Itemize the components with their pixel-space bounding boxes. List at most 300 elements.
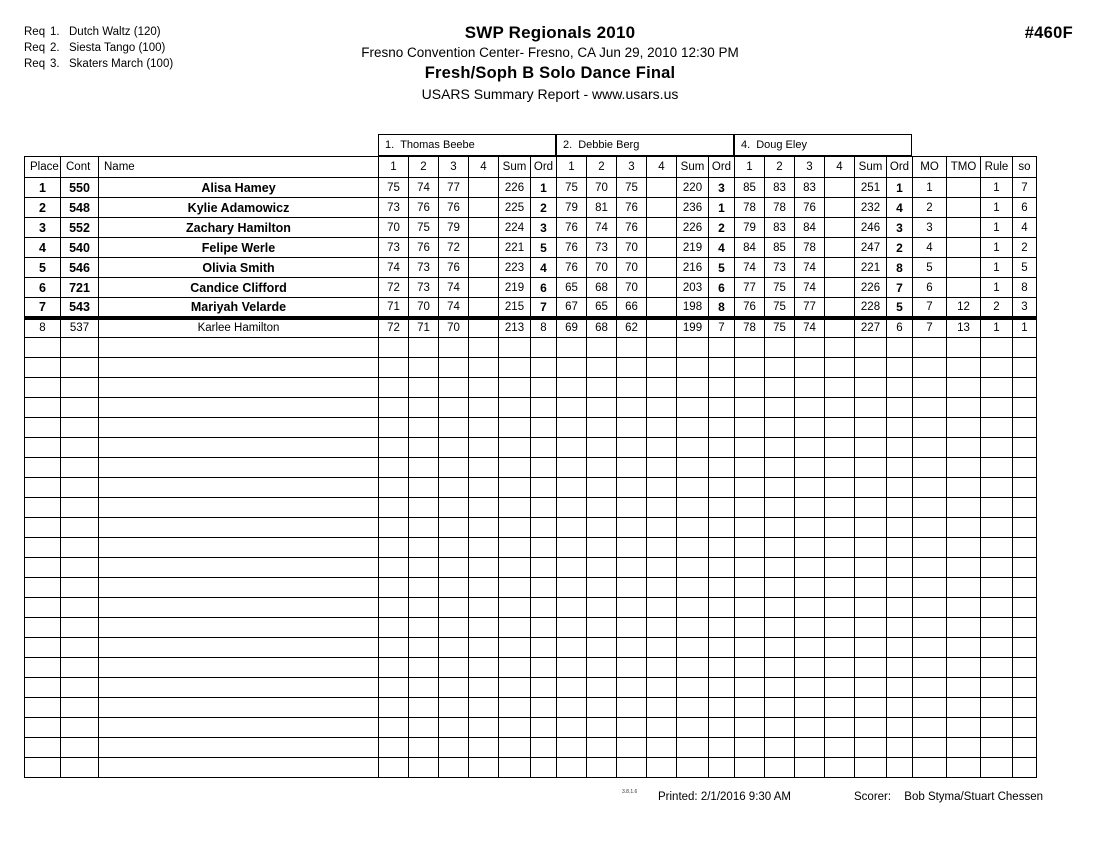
- cell-empty: [765, 638, 795, 658]
- cell-judge2-score4: [647, 278, 677, 298]
- cell-empty: [795, 638, 825, 658]
- header-judge2-ord: Ord: [709, 157, 735, 178]
- cell-empty: [1013, 718, 1037, 738]
- cell-judge1-score1: 74: [379, 258, 409, 278]
- cell-empty: [379, 358, 409, 378]
- cell-judge2-ord: 7: [709, 318, 735, 338]
- cell-empty: [587, 478, 617, 498]
- cell-empty: [825, 738, 855, 758]
- cell-empty: [825, 538, 855, 558]
- cell-empty: [499, 638, 531, 658]
- header-cont: Cont: [61, 157, 99, 178]
- cell-empty: [887, 498, 913, 518]
- cell-empty: [469, 518, 499, 538]
- cell-empty: [587, 538, 617, 558]
- cell-empty: [887, 518, 913, 538]
- cell-empty: [765, 658, 795, 678]
- cell-empty: [913, 758, 947, 778]
- cell-empty: [795, 518, 825, 538]
- cell-empty: [647, 338, 677, 358]
- cell-empty: [981, 738, 1013, 758]
- cell-empty: [379, 718, 409, 738]
- cell-empty: [913, 518, 947, 538]
- header-tmo: TMO: [947, 157, 981, 178]
- table-row[interactable]: [25, 198, 1037, 218]
- cell-empty: [981, 698, 1013, 718]
- cell-empty: [409, 478, 439, 498]
- scorer-credit: [854, 786, 1043, 808]
- cell-judge1-score1: 73: [379, 238, 409, 258]
- cell-empty: [25, 578, 61, 598]
- cell-empty: [439, 438, 469, 458]
- cell-judge1-score1: 75: [379, 178, 409, 198]
- cell-empty: [855, 438, 887, 458]
- table-empty-row[interactable]: [25, 498, 1037, 518]
- requirement-name: Dutch Waltz (120): [69, 26, 161, 38]
- cell-empty: [709, 378, 735, 398]
- cell-judge2-sum: 198: [677, 298, 709, 318]
- cell-empty: [795, 678, 825, 698]
- cell-judge2-score1: 79: [557, 198, 587, 218]
- cell-empty: [647, 758, 677, 778]
- cell-empty: [647, 538, 677, 558]
- table-empty-row[interactable]: [25, 338, 1037, 358]
- cell-empty: [557, 598, 587, 618]
- cell-cont: 552: [61, 218, 99, 238]
- cell-judge1-score3: 74: [439, 278, 469, 298]
- cell-judge3-ord: 5: [887, 298, 913, 318]
- cell-empty: [795, 478, 825, 498]
- cell-empty: [531, 358, 557, 378]
- cell-empty: [709, 398, 735, 418]
- table-empty-row[interactable]: [25, 518, 1037, 538]
- cell-empty: [825, 358, 855, 378]
- cell-empty: [887, 718, 913, 738]
- table-empty-row[interactable]: [25, 618, 1037, 638]
- version-text: 3.8.1.6: [622, 789, 638, 795]
- cell-empty: [587, 378, 617, 398]
- cell-empty: [587, 578, 617, 598]
- cell-empty: [855, 578, 887, 598]
- cell-empty: [947, 478, 981, 498]
- cell-judge1-ord: 8: [531, 318, 557, 338]
- cell-empty: [709, 538, 735, 558]
- cell-empty: [469, 618, 499, 638]
- cell-empty: [469, 558, 499, 578]
- table-empty-row[interactable]: [25, 678, 1037, 698]
- cell-empty: [557, 498, 587, 518]
- cell-empty: [947, 358, 981, 378]
- requirement-number: 3.: [50, 58, 60, 70]
- cell-place: 7: [25, 298, 61, 318]
- cell-empty: [981, 398, 1013, 418]
- cell-empty: [557, 518, 587, 538]
- cell-empty: [795, 358, 825, 378]
- cell-empty: [409, 498, 439, 518]
- cell-empty: [439, 758, 469, 778]
- cell-empty: [825, 458, 855, 478]
- cell-empty: [735, 638, 765, 658]
- cell-judge2-score1: 76: [557, 238, 587, 258]
- cell-empty: [409, 538, 439, 558]
- table-head: [25, 157, 1037, 178]
- cell-place: 1: [25, 178, 61, 198]
- cell-empty: [981, 678, 1013, 698]
- cell-empty: [25, 478, 61, 498]
- cell-empty: [735, 678, 765, 698]
- cell-empty: [557, 438, 587, 458]
- cell-empty: [913, 478, 947, 498]
- cell-empty: [439, 678, 469, 698]
- cell-empty: [913, 398, 947, 418]
- cell-judge3-score2: 83: [765, 178, 795, 198]
- cell-empty: [61, 718, 99, 738]
- table-empty-row[interactable]: [25, 698, 1037, 718]
- cell-empty: [677, 498, 709, 518]
- cell-empty: [99, 618, 379, 638]
- cell-empty: [947, 718, 981, 738]
- cell-so: 8: [1013, 278, 1037, 298]
- cell-empty: [99, 738, 379, 758]
- table-empty-row[interactable]: [25, 378, 1037, 398]
- cell-empty: [795, 438, 825, 458]
- cell-empty: [981, 518, 1013, 538]
- cell-judge3-ord: 3: [887, 218, 913, 238]
- cell-empty: [531, 398, 557, 418]
- cell-empty: [947, 538, 981, 558]
- cell-empty: [617, 698, 647, 718]
- table-empty-row[interactable]: [25, 358, 1037, 378]
- table-empty-row[interactable]: [25, 538, 1037, 558]
- cell-judge1-score4: [469, 198, 499, 218]
- cell-empty: [855, 738, 887, 758]
- header-mo: MO: [913, 157, 947, 178]
- cell-empty: [409, 418, 439, 438]
- cell-empty: [469, 758, 499, 778]
- cell-empty: [825, 518, 855, 538]
- cell-empty: [25, 358, 61, 378]
- cell-empty: [409, 358, 439, 378]
- cell-empty: [735, 718, 765, 738]
- cell-empty: [379, 558, 409, 578]
- cell-judge1-score4: [469, 258, 499, 278]
- cell-empty: [617, 398, 647, 418]
- cell-empty: [825, 618, 855, 638]
- cell-empty: [499, 338, 531, 358]
- cell-empty: [439, 398, 469, 418]
- cell-empty: [531, 618, 557, 638]
- cell-empty: [765, 738, 795, 758]
- cell-empty: [409, 618, 439, 638]
- printed-value: 2/1/2016 9:30 AM: [700, 791, 791, 803]
- cell-empty: [677, 478, 709, 498]
- cell-empty: [887, 358, 913, 378]
- cell-tmo: [947, 238, 981, 258]
- cell-judge3-score3: 74: [795, 318, 825, 338]
- cell-empty: [765, 458, 795, 478]
- cell-empty: [557, 338, 587, 358]
- cell-empty: [499, 578, 531, 598]
- cell-judge2-score3: 70: [617, 278, 647, 298]
- table-row[interactable]: [25, 238, 1037, 258]
- cell-empty: [981, 478, 1013, 498]
- table-empty-row[interactable]: [25, 458, 1037, 478]
- cell-rule: 1: [981, 198, 1013, 218]
- header-rule: Rule: [981, 157, 1013, 178]
- cell-empty: [439, 698, 469, 718]
- cell-empty: [647, 478, 677, 498]
- cell-empty: [795, 698, 825, 718]
- cell-judge3-score3: 78: [795, 238, 825, 258]
- cell-judge2-score4: [647, 198, 677, 218]
- cell-judge3-score3: 84: [795, 218, 825, 238]
- cell-empty: [617, 578, 647, 598]
- cell-judge3-ord: 6: [887, 318, 913, 338]
- cell-empty: [765, 678, 795, 698]
- cell-empty: [709, 478, 735, 498]
- cell-empty: [913, 378, 947, 398]
- cell-empty: [379, 678, 409, 698]
- cell-empty: [439, 598, 469, 618]
- header-judge3-score3: 3: [795, 157, 825, 178]
- cell-empty: [795, 538, 825, 558]
- cell-empty: [499, 718, 531, 738]
- cell-empty: [677, 398, 709, 418]
- table-row[interactable]: [25, 258, 1037, 278]
- cell-empty: [617, 458, 647, 478]
- cell-empty: [887, 578, 913, 598]
- cell-empty: [99, 418, 379, 438]
- cell-empty: [587, 398, 617, 418]
- cell-empty: [439, 578, 469, 598]
- cell-empty: [647, 398, 677, 418]
- cell-empty: [709, 738, 735, 758]
- cell-empty: [25, 738, 61, 758]
- table-empty-row[interactable]: [25, 558, 1037, 578]
- cell-empty: [469, 678, 499, 698]
- cell-judge2-score1: 65: [557, 278, 587, 298]
- table-row[interactable]: [25, 178, 1037, 198]
- table-empty-row[interactable]: [25, 758, 1037, 778]
- cell-empty: [855, 498, 887, 518]
- cell-empty: [61, 538, 99, 558]
- cell-judge2-ord: 2: [709, 218, 735, 238]
- table-empty-row[interactable]: [25, 598, 1037, 618]
- cell-empty: [531, 518, 557, 538]
- cell-empty: [25, 498, 61, 518]
- cell-empty: [379, 698, 409, 718]
- cell-empty: [855, 398, 887, 418]
- cell-empty: [99, 638, 379, 658]
- cell-empty: [61, 658, 99, 678]
- cell-empty: [25, 678, 61, 698]
- cell-empty: [499, 738, 531, 758]
- cell-judge3-score2: 75: [765, 278, 795, 298]
- cell-empty: [617, 338, 647, 358]
- cell-empty: [617, 738, 647, 758]
- table-empty-row[interactable]: [25, 478, 1037, 498]
- header-judge1-score1: 1: [379, 157, 409, 178]
- cell-cont: 543: [61, 298, 99, 318]
- table-empty-row[interactable]: [25, 578, 1037, 598]
- cell-empty: [99, 698, 379, 718]
- cell-empty: [531, 738, 557, 758]
- table-empty-row[interactable]: [25, 398, 1037, 418]
- cell-judge1-ord: 7: [531, 298, 557, 318]
- cell-empty: [981, 638, 1013, 658]
- cell-empty: [947, 638, 981, 658]
- cell-rule: 2: [981, 298, 1013, 318]
- cell-empty: [677, 358, 709, 378]
- table-row[interactable]: [25, 318, 1037, 338]
- cell-empty: [913, 558, 947, 578]
- cell-empty: [735, 558, 765, 578]
- cell-judge2-ord: 4: [709, 238, 735, 258]
- cell-judge3-sum: 226: [855, 278, 887, 298]
- table-empty-row[interactable]: [25, 718, 1037, 738]
- cell-empty: [557, 418, 587, 438]
- cell-rule: 1: [981, 318, 1013, 338]
- cell-empty: [765, 418, 795, 438]
- cell-empty: [855, 758, 887, 778]
- cell-empty: [99, 658, 379, 678]
- cell-empty: [825, 438, 855, 458]
- cell-judge2-score4: [647, 298, 677, 318]
- cell-empty: [709, 498, 735, 518]
- cell-empty: [557, 638, 587, 658]
- cell-empty: [677, 458, 709, 478]
- header-judge2-sum: Sum: [677, 157, 709, 178]
- cell-empty: [99, 358, 379, 378]
- cell-empty: [825, 418, 855, 438]
- judge-name: Doug Eley: [756, 139, 807, 151]
- cell-empty: [439, 558, 469, 578]
- cell-empty: [409, 758, 439, 778]
- cell-judge1-score1: 72: [379, 318, 409, 338]
- cell-empty: [1013, 658, 1037, 678]
- table-empty-row[interactable]: [25, 638, 1037, 658]
- header-name: Name: [99, 157, 379, 178]
- cell-empty: [617, 558, 647, 578]
- cell-empty: [855, 598, 887, 618]
- table-empty-row[interactable]: [25, 658, 1037, 678]
- cell-empty: [1013, 638, 1037, 658]
- cell-empty: [981, 658, 1013, 678]
- cell-empty: [469, 538, 499, 558]
- cell-judge2-sum: 203: [677, 278, 709, 298]
- table-row[interactable]: [25, 298, 1037, 318]
- cell-empty: [795, 338, 825, 358]
- cell-place: 6: [25, 278, 61, 298]
- cell-judge1-score2: 71: [409, 318, 439, 338]
- judge-band-spacer: [24, 134, 378, 156]
- cell-empty: [587, 658, 617, 678]
- table-empty-row[interactable]: [25, 418, 1037, 438]
- judge-header-3: [734, 134, 912, 156]
- cell-judge3-ord: 1: [887, 178, 913, 198]
- cell-judge1-score3: 72: [439, 238, 469, 258]
- cell-empty: [795, 558, 825, 578]
- cell-empty: [469, 598, 499, 618]
- cell-judge3-ord: 8: [887, 258, 913, 278]
- cell-empty: [469, 418, 499, 438]
- cell-judge2-sum: 226: [677, 218, 709, 238]
- cell-empty: [887, 378, 913, 398]
- cell-judge1-score4: [469, 298, 499, 318]
- cell-empty: [531, 378, 557, 398]
- table-row[interactable]: [25, 278, 1037, 298]
- cell-empty: [499, 758, 531, 778]
- cell-judge3-ord: 4: [887, 198, 913, 218]
- cell-empty: [531, 338, 557, 358]
- cell-empty: [25, 418, 61, 438]
- cell-empty: [1013, 418, 1037, 438]
- cell-judge2-score1: 75: [557, 178, 587, 198]
- cell-judge1-sum: 219: [499, 278, 531, 298]
- cell-mo: 5: [913, 258, 947, 278]
- table-empty-row[interactable]: [25, 738, 1037, 758]
- cell-empty: [531, 418, 557, 438]
- cell-rule: 1: [981, 218, 1013, 238]
- cell-empty: [735, 658, 765, 678]
- cell-empty: [947, 418, 981, 438]
- cell-empty: [947, 758, 981, 778]
- scorer-label: Scorer:: [854, 791, 892, 803]
- cell-empty: [587, 498, 617, 518]
- cell-mo: 4: [913, 238, 947, 258]
- cell-judge1-sum: 215: [499, 298, 531, 318]
- report-line: USARS Summary Report - www.usars.us: [421, 86, 679, 102]
- cell-empty: [677, 518, 709, 538]
- table-empty-row[interactable]: [25, 438, 1037, 458]
- cell-empty: [981, 438, 1013, 458]
- cell-empty: [25, 638, 61, 658]
- cell-so: 6: [1013, 198, 1037, 218]
- cell-empty: [647, 438, 677, 458]
- cell-empty: [469, 478, 499, 498]
- cell-empty: [981, 618, 1013, 638]
- cell-empty: [913, 338, 947, 358]
- cell-empty: [795, 738, 825, 758]
- cell-empty: [825, 678, 855, 698]
- cell-empty: [61, 358, 99, 378]
- cell-empty: [1013, 398, 1037, 418]
- cell-empty: [647, 678, 677, 698]
- cell-empty: [735, 758, 765, 778]
- cell-empty: [1013, 558, 1037, 578]
- table-row[interactable]: [25, 218, 1037, 238]
- cell-empty: [439, 338, 469, 358]
- cell-judge1-score3: 70: [439, 318, 469, 338]
- cell-empty: [617, 438, 647, 458]
- cell-empty: [61, 618, 99, 638]
- cell-empty: [677, 658, 709, 678]
- cell-empty: [409, 738, 439, 758]
- requirement-label: Req: [24, 42, 46, 54]
- cell-empty: [499, 398, 531, 418]
- cell-empty: [795, 378, 825, 398]
- cell-empty: [709, 698, 735, 718]
- cell-empty: [709, 578, 735, 598]
- cell-judge2-score2: 74: [587, 218, 617, 238]
- cell-empty: [765, 698, 795, 718]
- cell-judge2-score4: [647, 178, 677, 198]
- cell-judge1-ord: 6: [531, 278, 557, 298]
- cell-empty: [855, 458, 887, 478]
- cell-empty: [765, 578, 795, 598]
- cell-empty: [439, 618, 469, 638]
- cell-empty: [735, 738, 765, 758]
